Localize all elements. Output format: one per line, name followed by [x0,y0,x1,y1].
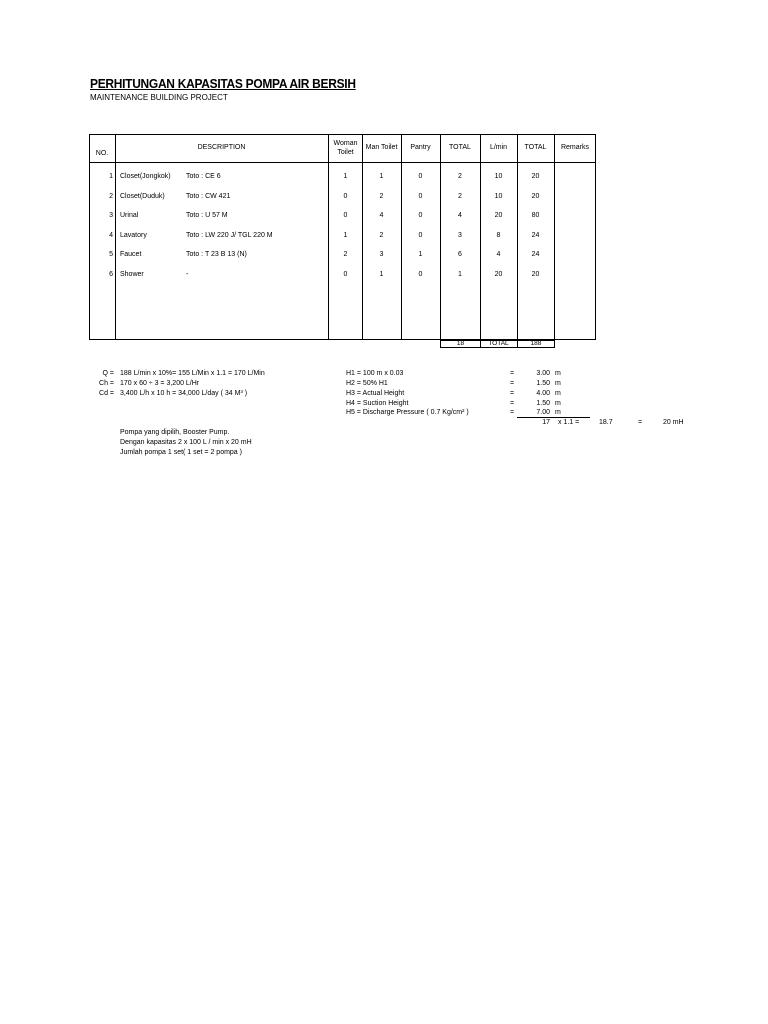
q-value: 188 L/min x 10%= 155 L/Min x 1.1 = 170 L/Min [120,370,265,377]
row-woman: 0 [343,193,348,200]
row-spec: - [186,271,189,278]
grand-total: 188 [517,340,555,348]
row-woman: 1 [343,232,348,239]
row-woman: 1 [343,173,348,180]
row-man: 4 [379,212,384,219]
row-spec: Toto : U 57 M [186,212,228,219]
row-total: 1 [458,271,462,278]
col-divider [115,134,116,340]
row-item: Closet(Duduk) [120,193,165,200]
head-unit: m [555,400,561,407]
row-lmin: 4 [496,251,501,258]
total-label: TOTAL [480,340,518,348]
row-item: Faucet [120,251,142,258]
final-eq: = [638,419,643,426]
head-eq: = [510,409,515,416]
row-pantry: 1 [418,251,423,258]
row-man: 2 [379,193,384,200]
header-man-toilet: Man Toilet [365,144,398,151]
row-item: Shower [120,271,144,278]
header-lmin: L/min [489,144,508,151]
row-total: 6 [458,251,462,258]
q-label: Q = [102,370,114,377]
sum-factor: x 1.1 = [558,419,580,426]
row-lmin: 10 [494,193,503,200]
row-no: 5 [109,251,113,258]
row-lmin: 8 [496,232,501,239]
head-unit: m [555,390,561,397]
head-value: 1.50 [536,400,550,407]
sum-value: 17 [542,419,550,426]
row-item: Lavatory [120,232,147,239]
header-description: DESCRIPTION [197,144,246,151]
header-total: TOTAL [449,144,471,151]
final-value: 20 mH [663,419,684,426]
row-lmin: 10 [494,173,503,180]
header-no: NO. [95,150,109,157]
row-total-lmin: 24 [531,251,540,258]
row-lmin: 20 [494,271,503,278]
head-label: H1 = 100 m x 0.03 [346,370,404,377]
row-total-lmin: 20 [531,193,540,200]
row-total-lmin: 24 [531,232,540,239]
row-woman: 0 [343,271,348,278]
row-total-lmin: 20 [531,271,540,278]
row-total: 4 [458,212,462,219]
head-label: H3 = Actual Height [346,390,405,397]
page-subtitle: MAINTENANCE BUILDING PROJECT [90,93,228,102]
head-eq: = [510,380,515,387]
row-spec: Toto : CW 421 [186,193,231,200]
sum-result: 18.7 [599,419,613,426]
page-title: PERHITUNGAN KAPASITAS POMPA AIR BERSIH [90,76,356,91]
row-man: 3 [379,251,384,258]
total-sum: 18 [440,340,481,348]
head-label: H2 = 50% H1 [346,380,388,387]
head-eq: = [510,400,515,407]
header-pantry: Pantry [410,144,431,151]
row-pantry: 0 [418,232,423,239]
header-divider [89,162,596,163]
head-label: H5 = Discharge Pressure ( 0.7 Kg/cm² ) [346,409,469,416]
header-woman-toilet: Woman Toilet [333,140,358,156]
head-eq: = [510,390,515,397]
ch-label: Ch = [99,380,114,387]
note-line: Pompa yang dipilih, Booster Pump. [120,429,230,436]
row-item: Closet(Jongkok) [120,173,171,180]
row-total-lmin: 20 [531,173,540,180]
head-value: 4.00 [536,390,550,397]
row-pantry: 0 [418,271,423,278]
row-total: 2 [458,173,462,180]
row-no: 1 [109,173,113,180]
row-no: 3 [109,212,113,219]
row-no: 2 [109,193,113,200]
head-label: H4 = Suction Height [346,400,409,407]
row-total: 2 [458,193,462,200]
head-unit: m [555,380,561,387]
row-spec: Toto : T 23 B 13 (N) [186,251,247,258]
col-divider [554,134,555,340]
row-pantry: 0 [418,193,423,200]
row-woman: 2 [343,251,348,258]
row-lmin: 20 [494,212,503,219]
row-no: 4 [109,232,113,239]
row-man: 1 [379,173,384,180]
head-value: 1.50 [536,380,550,387]
row-woman: 0 [343,212,348,219]
head-unit: m [555,409,561,416]
header-total-lmin: TOTAL [524,144,547,151]
row-item: Urinal [120,212,139,219]
row-man: 1 [379,271,384,278]
head-eq: = [510,370,515,377]
row-total: 3 [458,232,462,239]
row-man: 2 [379,232,384,239]
header-remarks: Remarks [560,144,589,151]
row-no: 6 [109,271,113,278]
head-unit: m [555,370,561,377]
cd-value: 3,400 L/h x 10 h = 34,000 L/day ( 34 M³ ) [120,390,248,397]
row-pantry: 0 [418,173,423,180]
ch-value: 170 x 60 ÷ 3 = 3,200 L/Hr [120,380,200,387]
note-line: Jumlah pompa 1 set( 1 set = 2 pompa ) [120,449,242,456]
note-line: Dengan kapasitas 2 x 100 L / min x 20 mH [120,439,252,446]
row-pantry: 0 [418,212,423,219]
head-value: 3.00 [536,370,550,377]
row-total-lmin: 80 [531,212,540,219]
row-spec: Toto : LW 220 J/ TGL 220 M [186,232,273,239]
cd-label: Cd = [99,390,114,397]
row-spec: Toto : CE 6 [186,173,221,180]
head-value: 7.00 [536,409,550,416]
